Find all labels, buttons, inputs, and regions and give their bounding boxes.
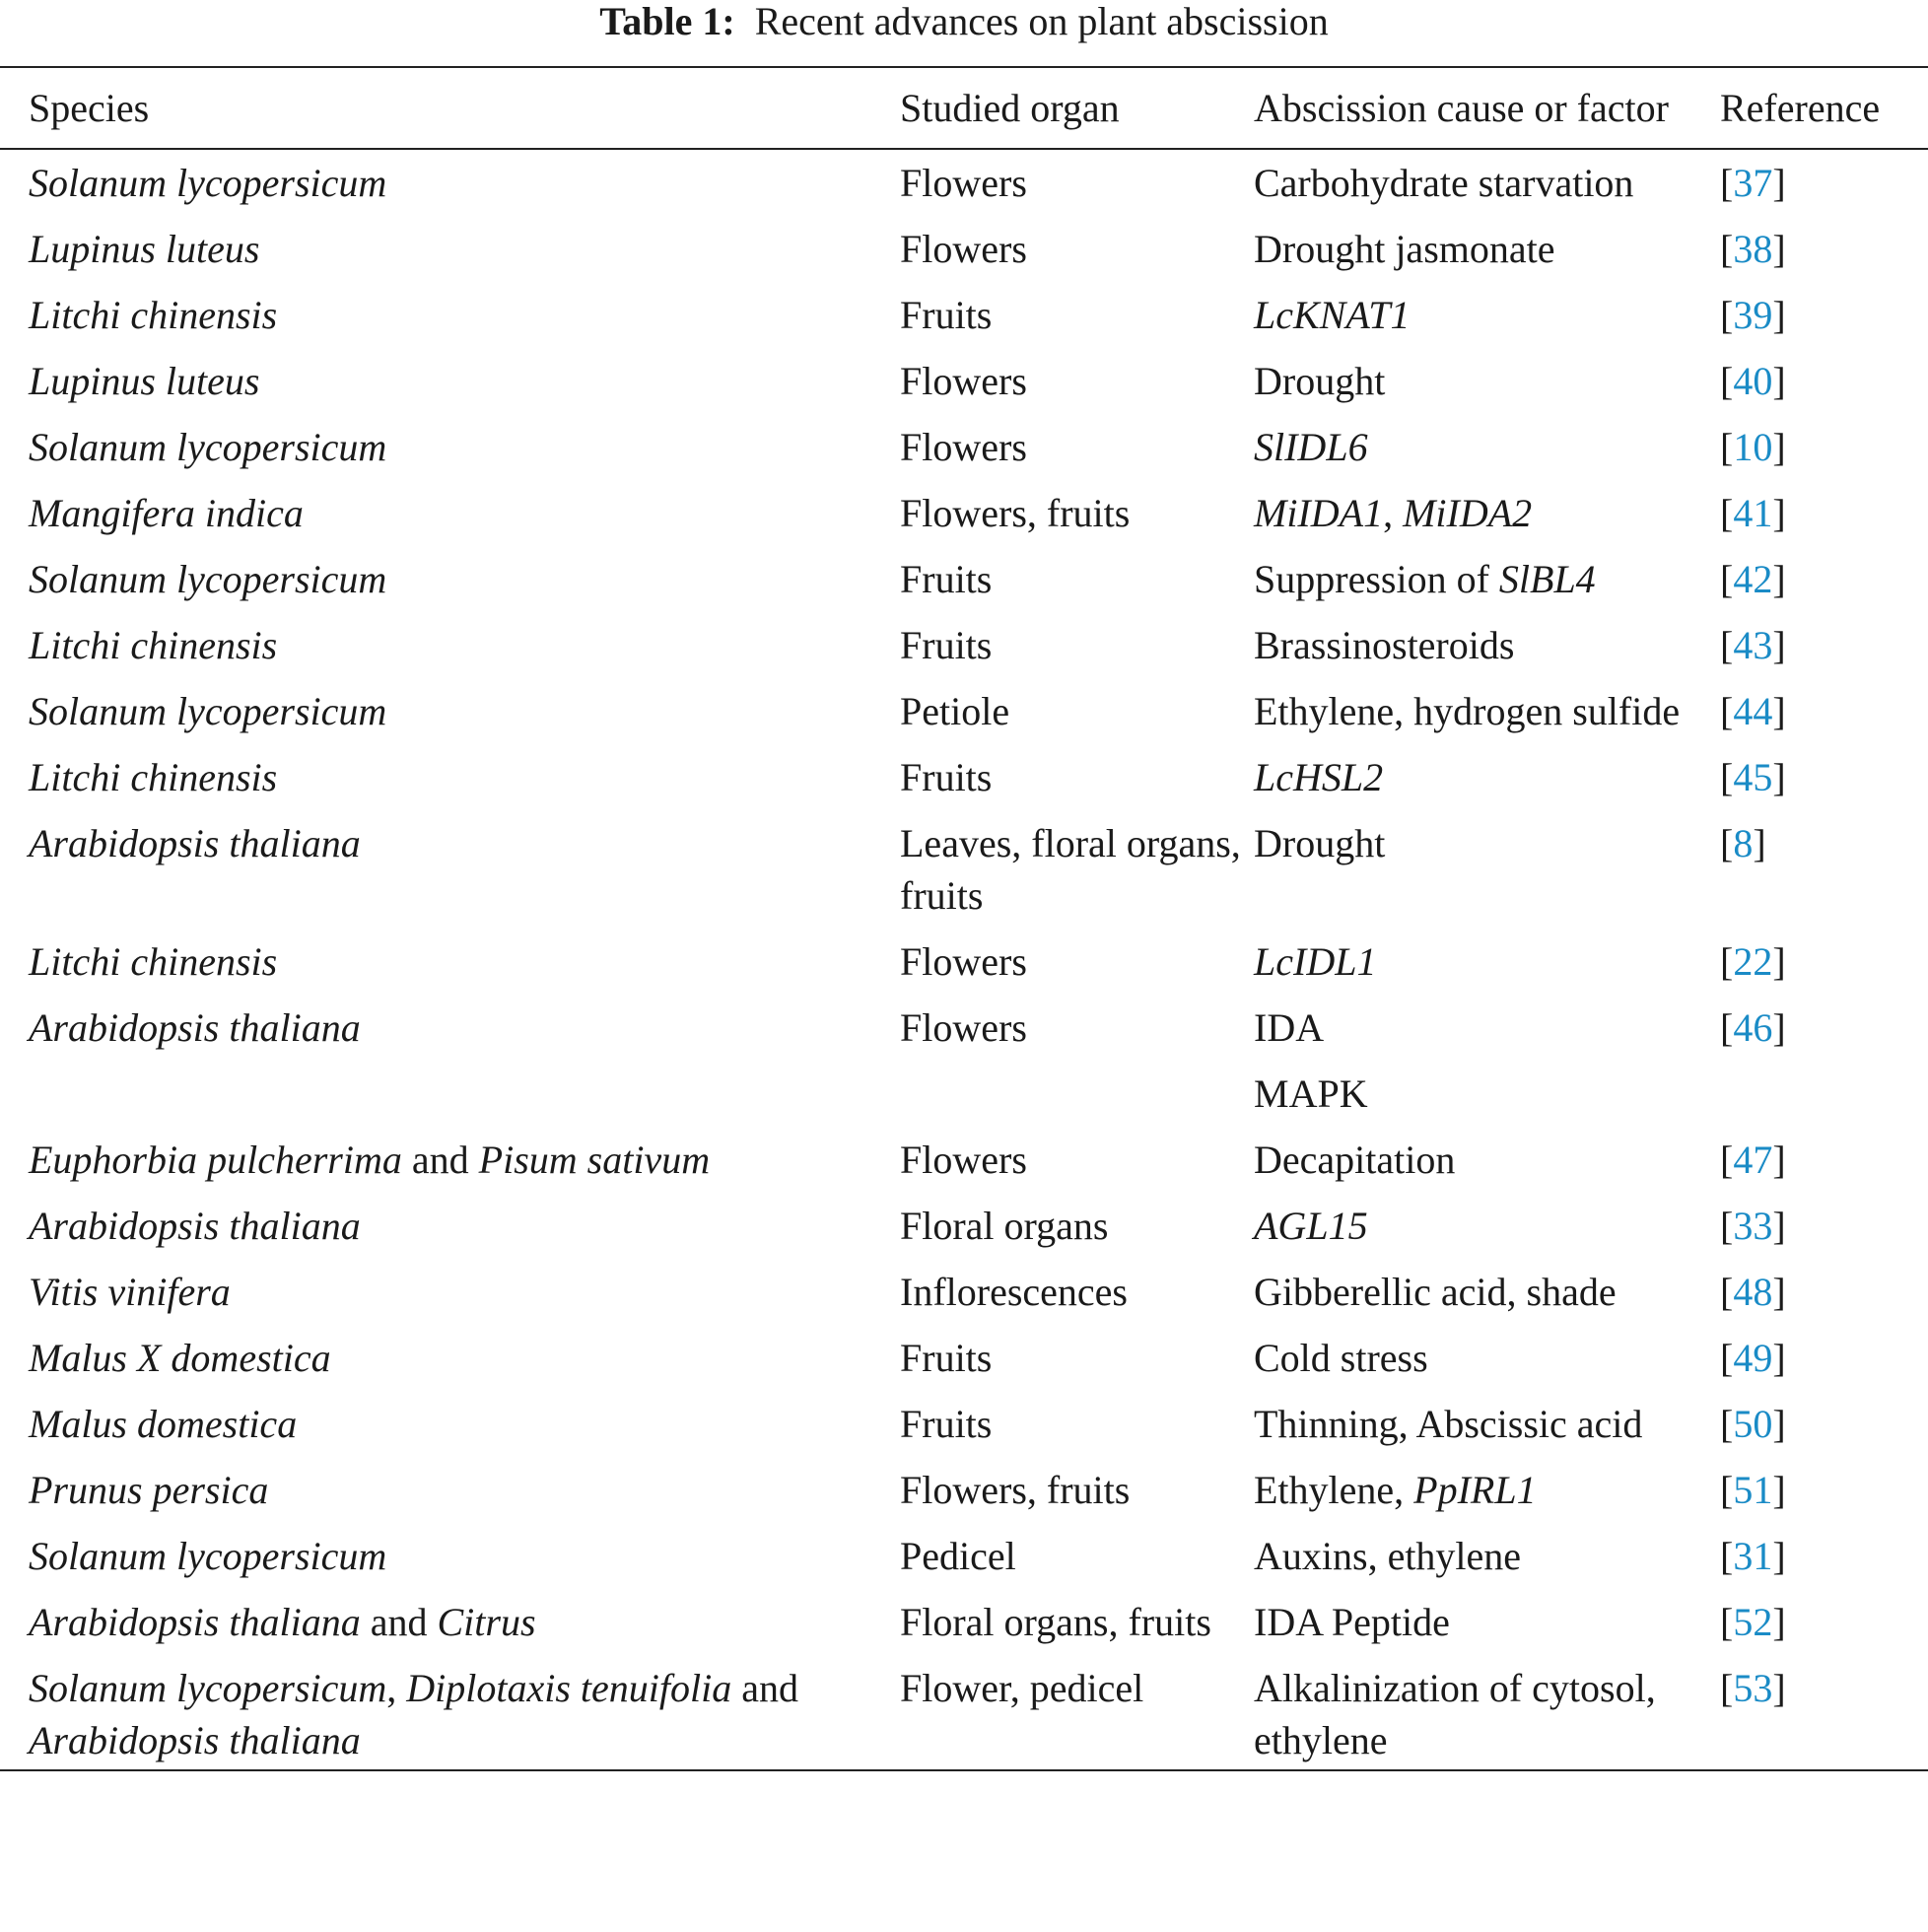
table-row [0, 149, 1928, 216]
species-cell [0, 480, 900, 546]
species-cell [0, 282, 900, 348]
species-cell [0, 612, 900, 678]
studied-organ-cell: Floral organs [900, 1204, 1109, 1248]
reference-cell [1720, 1523, 1928, 1589]
table-row [0, 1193, 1928, 1259]
reference-link[interactable]: 43 [1733, 623, 1773, 667]
reference-cell [1720, 480, 1928, 546]
species-cell [0, 1193, 900, 1259]
abscission-cause-cell [1254, 995, 1720, 1061]
studied-organ-cell: Fruits [900, 293, 993, 337]
reference-link[interactable]: 31 [1733, 1534, 1773, 1578]
reference-link[interactable]: 50 [1733, 1402, 1773, 1446]
studied-organ-cell: Flowers [900, 227, 1027, 271]
table-row [0, 1325, 1928, 1391]
table-row [0, 480, 1928, 546]
table-caption-label: Table 1: [599, 0, 735, 43]
species-text: Solanum lycopersicum [29, 1666, 387, 1710]
reference-bracket-close: ] [1772, 359, 1786, 403]
species-cell [0, 149, 900, 216]
cause-text: SlIDL6 [1254, 425, 1368, 469]
reference-bracket-open: [ [1720, 755, 1734, 799]
species-text: Lupinus luteus [29, 227, 260, 271]
cause-text: Cold stress [1254, 1336, 1428, 1380]
species-text: Solanum lycopersicum [29, 1534, 387, 1578]
species-text: Citrus [437, 1600, 536, 1644]
cause-text: Alkalinization of cytosol, ethylene [1254, 1666, 1656, 1762]
species-text: Solanum lycopersicum [29, 161, 387, 205]
cause-text: Auxins, ethylene [1254, 1534, 1522, 1578]
reference-cell [1720, 744, 1928, 810]
abscission-cause-cell [1254, 612, 1720, 678]
reference-link[interactable]: 41 [1733, 491, 1773, 535]
reference-cell [1720, 1391, 1928, 1457]
reference-bracket-open: [ [1720, 293, 1734, 337]
table-row [0, 1523, 1928, 1589]
reference-bracket-close: ] [1772, 425, 1786, 469]
abscission-cause-cell [1254, 282, 1720, 348]
abscission-cause-cell [1254, 1325, 1720, 1391]
abscission-cause-cell [1254, 216, 1720, 282]
reference-cell [1720, 149, 1928, 216]
reference-bracket-open: [ [1720, 359, 1734, 403]
abscission-cause-cell [1254, 1391, 1720, 1457]
cause-text: Carbohydrate starvation [1254, 161, 1634, 205]
table-row [0, 1061, 1928, 1127]
studied-organ-cell: Flowers [900, 161, 1027, 205]
reference-cell [1720, 546, 1928, 612]
cause-text: Ethylene, hydrogen sulfide [1254, 689, 1681, 733]
table-row [0, 1589, 1928, 1655]
cause-text: SlBL4 [1498, 557, 1596, 601]
reference-cell [1720, 216, 1928, 282]
table-row [0, 1391, 1928, 1457]
reference-link[interactable]: 8 [1733, 821, 1754, 865]
species-text: Litchi chinensis [29, 755, 278, 799]
reference-bracket-close: ] [1772, 1402, 1786, 1446]
species-cell [0, 1391, 900, 1457]
species-text: Arabidopsis thaliana [29, 1600, 361, 1644]
cause-text: , [1383, 491, 1404, 535]
reference-cell [1720, 995, 1928, 1061]
species-text: Malus X domestica [29, 1336, 331, 1380]
table-row [0, 1457, 1928, 1523]
reference-bracket-close: ] [1772, 1666, 1786, 1710]
studied-organ-cell [900, 1061, 1254, 1127]
reference-bracket-close: ] [1772, 1534, 1786, 1578]
reference-cell [1720, 1259, 1928, 1325]
reference-cell [1720, 414, 1928, 480]
table-body [0, 149, 1928, 1770]
species-cell [0, 348, 900, 414]
reference-bracket-open: [ [1720, 227, 1734, 271]
species-cell [0, 1325, 900, 1391]
table-row [0, 1127, 1928, 1193]
species-cell [0, 1259, 900, 1325]
species-cell [0, 678, 900, 744]
cause-text: Thinning, Abscissic acid [1254, 1402, 1643, 1446]
reference-link[interactable]: 42 [1733, 557, 1773, 601]
studied-organ-cell: Leaves, floral organs, fruits [900, 821, 1241, 918]
table-row [0, 546, 1928, 612]
abscission-cause-cell [1254, 348, 1720, 414]
table-row [0, 282, 1928, 348]
header-row [0, 67, 1928, 149]
reference-bracket-close: ] [1772, 939, 1786, 984]
studied-organ-cell: Flowers, fruits [900, 1468, 1131, 1512]
reference-bracket-close: ] [1772, 689, 1786, 733]
reference-link[interactable]: 53 [1733, 1666, 1773, 1710]
reference-bracket-open: [ [1720, 821, 1734, 865]
header-abscission-cause: Abscission cause or factor [1254, 67, 1720, 149]
table-row [0, 612, 1928, 678]
table-row [0, 414, 1928, 480]
reference-bracket-open: [ [1720, 1204, 1734, 1248]
reference-link[interactable]: 44 [1733, 689, 1773, 733]
reference-bracket-open: [ [1720, 1138, 1734, 1182]
reference-bracket-open: [ [1720, 1336, 1734, 1380]
species-text: Litchi chinensis [29, 939, 278, 984]
reference-link[interactable]: 45 [1733, 755, 1773, 799]
abscission-cause-cell [1254, 1655, 1720, 1770]
reference-cell [1720, 348, 1928, 414]
species-text: Diplotaxis tenuifolia [406, 1666, 732, 1710]
species-text: Solanum lycopersicum [29, 689, 387, 733]
cause-text: IDA Peptide [1254, 1600, 1450, 1644]
reference-link[interactable]: 52 [1733, 1600, 1773, 1644]
species-text: Arabidopsis thaliana [29, 1718, 361, 1762]
species-text: and [401, 1138, 479, 1182]
reference-link[interactable]: 37 [1733, 161, 1773, 205]
cause-text: MiIDA2 [1403, 491, 1533, 535]
reference-link[interactable]: 38 [1733, 227, 1773, 271]
abscission-cause-cell [1254, 1127, 1720, 1193]
reference-cell [1720, 1193, 1928, 1259]
reference-bracket-open: [ [1720, 1402, 1734, 1446]
species-text: Arabidopsis thaliana [29, 1005, 361, 1050]
reference-link[interactable]: 40 [1733, 359, 1773, 403]
table-row [0, 348, 1928, 414]
cause-text: MiIDA1 [1254, 491, 1384, 535]
species-text: Arabidopsis thaliana [29, 821, 361, 865]
species-text: Litchi chinensis [29, 623, 278, 667]
reference-bracket-open: [ [1720, 1270, 1734, 1314]
abscission-cause-cell [1254, 414, 1720, 480]
reference-bracket-open: [ [1720, 939, 1734, 984]
reference-bracket-close: ] [1772, 227, 1786, 271]
studied-organ-cell: Fruits [900, 1402, 993, 1446]
species-text: Prunus persica [29, 1468, 269, 1512]
abscission-cause-cell [1254, 929, 1720, 995]
studied-organ-cell: Fruits [900, 1336, 993, 1380]
reference-cell [1720, 810, 1928, 929]
abscission-cause-cell [1254, 1457, 1720, 1523]
species-text: Solanum lycopersicum [29, 557, 387, 601]
species-text: Mangifera indica [29, 491, 304, 535]
table-row [0, 1259, 1928, 1325]
reference-bracket-close: ] [1772, 623, 1786, 667]
abscission-cause-cell [1254, 1259, 1720, 1325]
reference-link[interactable]: 47 [1733, 1138, 1773, 1182]
studied-organ-cell: Flowers [900, 939, 1027, 984]
species-text: Vitis vinifera [29, 1270, 231, 1314]
reference-bracket-close: ] [1772, 1600, 1786, 1644]
cause-text: MAPK [1254, 1071, 1368, 1116]
reference-bracket-close: ] [1772, 1138, 1786, 1182]
reference-cell [1720, 1127, 1928, 1193]
reference-cell [1720, 1325, 1928, 1391]
studied-organ-cell: Petiole [900, 689, 1010, 733]
reference-bracket-open: [ [1720, 1666, 1734, 1710]
reference-bracket-open: [ [1720, 161, 1734, 205]
reference-bracket-close: ] [1772, 1270, 1786, 1314]
table-row [0, 1655, 1928, 1770]
species-cell [0, 216, 900, 282]
studied-organ-cell: Flowers [900, 1005, 1027, 1050]
species-cell [0, 929, 900, 995]
cause-text: Drought [1254, 359, 1386, 403]
abscission-table-container [0, 66, 1928, 1771]
reference-link[interactable]: 33 [1733, 1204, 1773, 1248]
reference-bracket-open: [ [1720, 491, 1734, 535]
reference-cell [1720, 678, 1928, 744]
reference-cell [1720, 612, 1928, 678]
species-cell [0, 1061, 900, 1127]
abscission-cause-cell [1254, 678, 1720, 744]
studied-organ-cell: Fruits [900, 557, 993, 601]
cause-text: LcIDL1 [1254, 939, 1377, 984]
reference-bracket-open: [ [1720, 689, 1734, 733]
species-text: and [731, 1666, 799, 1710]
table-row [0, 929, 1928, 995]
table-row [0, 216, 1928, 282]
reference-bracket-open: [ [1720, 425, 1734, 469]
reference-bracket-close: ] [1772, 1005, 1786, 1050]
species-text: Euphorbia pulcherrima [29, 1138, 402, 1182]
abscission-cause-cell [1254, 149, 1720, 216]
reference-bracket-open: [ [1720, 557, 1734, 601]
reference-bracket-open: [ [1720, 1534, 1734, 1578]
species-text: Lupinus luteus [29, 359, 260, 403]
reference-bracket-close: ] [1772, 293, 1786, 337]
cause-text: LcKNAT1 [1254, 293, 1411, 337]
studied-organ-cell: Flowers [900, 1138, 1027, 1182]
table-caption-title: Recent advances on plant abscission [754, 0, 1329, 43]
reference-bracket-close: ] [1772, 557, 1786, 601]
abscission-cause-cell [1254, 480, 1720, 546]
reference-bracket-open: [ [1720, 1600, 1734, 1644]
species-cell [0, 1655, 900, 1770]
studied-organ-cell: Inflorescences [900, 1270, 1128, 1314]
reference-link[interactable]: 51 [1733, 1468, 1773, 1512]
abscission-cause-cell [1254, 1523, 1720, 1589]
species-text: Litchi chinensis [29, 293, 278, 337]
table-caption [0, 0, 1928, 43]
reference-cell [1720, 1655, 1928, 1770]
reference-bracket-close: ] [1753, 821, 1766, 865]
species-cell [0, 995, 900, 1061]
table-row [0, 810, 1928, 929]
reference-cell [1720, 929, 1928, 995]
studied-organ-cell: Flower, pedicel [900, 1655, 1254, 1770]
table-row [0, 744, 1928, 810]
studied-organ-cell: Flowers [900, 425, 1027, 469]
reference-link[interactable]: 49 [1733, 1336, 1773, 1380]
species-text: , [386, 1666, 407, 1710]
reference-link[interactable]: 22 [1733, 939, 1773, 984]
reference-link[interactable]: 48 [1733, 1270, 1773, 1314]
studied-organ-cell: Fruits [900, 623, 993, 667]
abscission-cause-cell [1254, 744, 1720, 810]
species-text: Pisum sativum [478, 1138, 711, 1182]
species-cell [0, 810, 900, 929]
reference-bracket-open: [ [1720, 623, 1734, 667]
abscission-cause-cell [1254, 1589, 1720, 1655]
reference-bracket-close: ] [1772, 1336, 1786, 1380]
studied-organ-cell: Flowers [900, 359, 1027, 403]
cause-text: LcHSL2 [1254, 755, 1384, 799]
species-cell [0, 414, 900, 480]
table-row [0, 995, 1928, 1061]
table-header [0, 67, 1928, 149]
abscission-cause-cell [1254, 810, 1720, 929]
cause-text: Decapitation [1254, 1138, 1456, 1182]
cause-text: Drought jasmonate [1254, 227, 1555, 271]
reference-bracket-open: [ [1720, 1468, 1734, 1512]
reference-bracket-close: ] [1772, 755, 1786, 799]
studied-organ-cell: Pedicel [900, 1534, 1016, 1578]
reference-bracket-open: [ [1720, 1005, 1734, 1050]
reference-link[interactable]: 10 [1733, 425, 1773, 469]
reference-cell [1720, 1061, 1928, 1127]
abscission-cause-cell [1254, 1193, 1720, 1259]
header-reference: Reference [1720, 67, 1928, 149]
reference-cell [1720, 1457, 1928, 1523]
cause-text: Brassinosteroids [1254, 623, 1515, 667]
cause-text: IDA [1254, 1005, 1325, 1050]
reference-cell [1720, 1589, 1928, 1655]
reference-link[interactable]: 39 [1733, 293, 1773, 337]
abscission-cause-cell [1254, 1061, 1720, 1127]
cause-text: Gibberellic acid, shade [1254, 1270, 1617, 1314]
cause-text: PpIRL1 [1413, 1468, 1537, 1512]
abscission-cause-cell [1254, 546, 1720, 612]
header-studied-organ: Studied organ [900, 67, 1254, 149]
cause-text: Ethylene, [1254, 1468, 1414, 1512]
table-row [0, 678, 1928, 744]
abscission-table [0, 66, 1928, 1771]
reference-bracket-close: ] [1772, 161, 1786, 205]
species-cell [0, 1589, 900, 1655]
species-text: Solanum lycopersicum [29, 425, 387, 469]
studied-organ-cell: Fruits [900, 755, 993, 799]
studied-organ-cell: Flowers, fruits [900, 491, 1131, 535]
species-cell [0, 1127, 900, 1193]
header-species: Species [0, 67, 900, 149]
reference-bracket-close: ] [1772, 1468, 1786, 1512]
species-text: Arabidopsis thaliana [29, 1204, 361, 1248]
cause-text: AGL15 [1254, 1204, 1368, 1248]
reference-link[interactable]: 46 [1733, 1005, 1773, 1050]
species-cell [0, 744, 900, 810]
reference-bracket-close: ] [1772, 491, 1786, 535]
cause-text: Drought [1254, 821, 1386, 865]
reference-bracket-close: ] [1772, 1204, 1786, 1248]
cause-text: Suppression of [1254, 557, 1499, 601]
species-cell [0, 1457, 900, 1523]
species-text: and [360, 1600, 438, 1644]
species-cell [0, 546, 900, 612]
species-cell [0, 1523, 900, 1589]
species-text: Malus domestica [29, 1402, 298, 1446]
reference-cell [1720, 282, 1928, 348]
studied-organ-cell: Floral organs, fruits [900, 1600, 1211, 1644]
